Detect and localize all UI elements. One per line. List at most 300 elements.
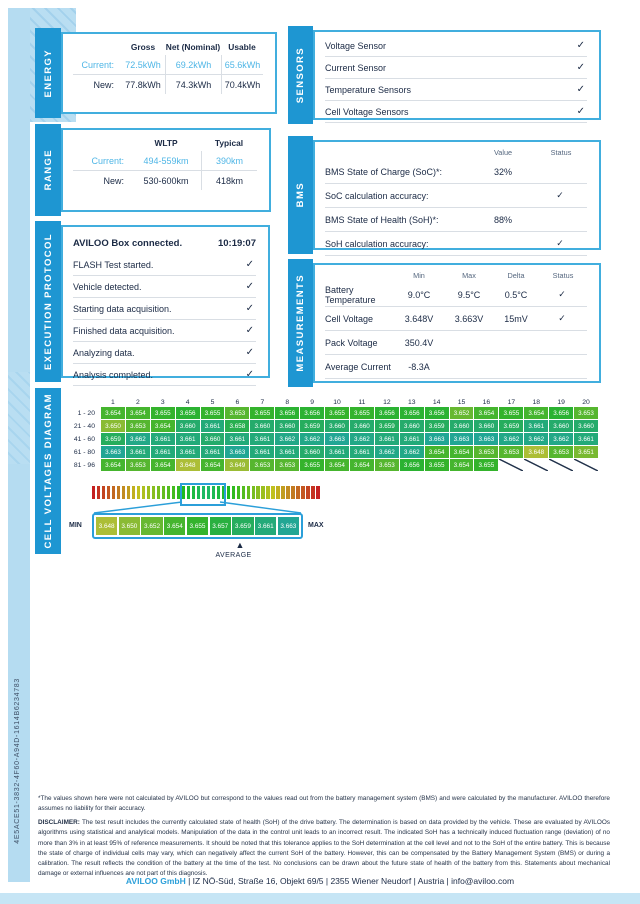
grid-cell-value: 3.660 [474,420,498,432]
scale-segment [107,486,110,499]
energy-title: ENERGY [42,48,54,98]
grid-row-label: 81 - 96 [73,461,95,469]
grid-cell-value: 3.663 [225,446,249,458]
grid-column-header: 18 [532,399,541,406]
grid-cell-value: 3.662 [126,433,150,445]
grid-empty-cell [574,459,598,471]
scale-segment [132,486,135,499]
grid-cell-value: 3.655 [300,459,324,471]
scale-segment [232,486,235,499]
scale-segment [311,486,314,499]
sensor-label: Current Sensor [325,62,387,73]
grid-column-header: 9 [310,399,315,406]
grid-cell-value: 3.653 [126,459,150,471]
grid-cell-value: 3.662 [499,433,523,445]
sensor-row [325,101,587,123]
range-title: RANGE [42,149,54,191]
grid-cell-value: 3.656 [275,407,299,419]
sensor-label: Temperature Sensors [325,84,412,95]
execution-step-row [73,298,256,320]
execution-step-label: Starting data acquisition. [73,303,172,314]
grid-cell-value: 3.663 [450,433,474,445]
grid-cell-value: 3.656 [400,459,424,471]
measurements-column-header: Delta [507,270,525,280]
scale-tick-cell: 3.659 [232,517,253,535]
check-icon: ✓ [535,232,587,256]
scale-segment [301,486,304,499]
range-table [73,134,257,190]
scale-tick-cell: 3.663 [278,517,299,535]
grid-column-header: 17 [507,399,516,406]
grid-cell-value: 3.658 [225,420,249,432]
grid-cell-value: 3.656 [400,407,424,419]
bms-row-label: SoC calculation accuracy: [325,184,471,208]
measurement-row-label: Pack Voltage [325,331,393,355]
grid-cell-value: 3.653 [275,459,299,471]
grid-cell-value: 3.660 [400,420,424,432]
grid-cell-value: 3.661 [325,446,349,458]
grid-cell-value: 3.660 [300,446,324,458]
grid-cell-value: 3.653 [474,446,498,458]
grid-cell-value: 3.654 [201,459,225,471]
bms-column-header: Status [550,147,572,157]
measurement-min: 350.4V [393,331,445,355]
grid-column-header: 20 [582,399,590,406]
grid-cell-value: 3.655 [474,459,498,471]
measurement-min: 9.0°C [393,283,445,307]
grid-column-header: 7 [260,399,265,406]
grid-cell-value: 3.662 [549,433,573,445]
execution-step-label: Analyzing data. [73,347,135,358]
grid-cell-value: 3.659 [101,433,125,445]
measurements-column-header: Status [552,270,574,280]
grid-cell-value: 3.661 [151,446,175,458]
execution-step-row [73,364,256,386]
energy-table [73,38,263,94]
scale-segment [122,486,125,499]
grid-cell-value: 3.660 [549,420,573,432]
scale-tick-cell: 3.650 [119,517,140,535]
grid-cell-value: 3.653 [225,407,249,419]
grid-column-header: 19 [557,399,565,406]
grid-cell-value: 3.661 [275,446,299,458]
sensor-row [325,35,587,57]
cell-voltages-box [61,392,612,562]
range-row-label: Current: [91,155,124,166]
cell-voltages-section [35,392,612,562]
scale-segment [291,486,294,499]
bms-value: 88% [471,208,535,232]
bms-value [471,184,535,208]
range-tab [35,124,61,216]
scale-segment [137,486,140,499]
grid-empty-cell [549,459,573,471]
grid-cell-value: 3.653 [126,420,150,432]
bms-box [313,140,601,250]
scale-segment [247,486,250,499]
scale-segment [127,486,130,499]
measurements-column-header: Max [462,270,476,280]
grid-column-header: 4 [185,399,190,406]
grid-cell-value: 3.661 [176,433,200,445]
grid-row-label: 1 - 20 [77,409,95,417]
grid-cell-value: 3.648 [524,446,548,458]
grid-cell-value: 3.655 [425,459,449,471]
bms-values-footnote: *The values shown here were not calculated by AVILOO but correspond to the values read out from the battery management system (BMS) and were calculated by the manufacturer. AVILOO therefore assumes no liability for their accuracy. [38,795,610,813]
range-value: 530-600km [131,170,201,190]
grid-cell-value: 3.661 [151,433,175,445]
grid-cell-value: 3.661 [250,446,274,458]
range-box [61,128,271,212]
scale-tick-cell: 3.652 [141,517,162,535]
grid-column-header: 16 [482,399,491,406]
grid-cell-value: 3.663 [425,433,449,445]
grid-row-label: 61 - 80 [73,448,95,456]
scale-segment [256,486,259,499]
measurements-box [313,263,601,383]
check-icon: ✓ [245,259,254,270]
scale-segment [281,486,284,499]
measurement-max [445,355,493,379]
measurement-delta: 0.5°C [493,283,539,307]
bms-row-label: SoH calculation accuracy: [325,232,471,256]
grid-cell-value: 3.662 [524,433,548,445]
grid-cell-value: 3.661 [126,446,150,458]
check-icon: ✓ [245,347,254,358]
scale-tick-cell: 3.661 [255,517,276,535]
grid-cell-value: 3.662 [375,446,399,458]
cell-voltages-title: CELL VOLTAGES DIAGRAM [42,393,54,549]
grid-cell-value: 3.660 [574,420,598,432]
energy-tab [35,28,61,118]
grid-row-label: 21 - 40 [73,422,95,430]
measurements-title: MEASUREMENTS [295,274,306,372]
scale-segment [271,486,274,499]
sensor-row [325,79,587,101]
grid-cell-value: 3.649 [225,459,249,471]
energy-column-header: Usable [228,41,256,52]
scale-tick-cell: 3.655 [187,517,208,535]
scale-segment [172,486,175,499]
measurement-min: 3.648V [393,307,445,331]
bms-header-spacer [325,144,471,160]
grid-cell-value: 3.661 [400,433,424,445]
grid-cell-value: 3.652 [450,407,474,419]
execution-protocol-box [61,225,270,378]
grid-cell-value: 3.654 [151,420,175,432]
grid-cell-value: 3.660 [275,420,299,432]
average-marker-icon: ▲ [235,540,245,550]
measurement-max: 3.663V [445,307,493,331]
energy-value: 74.3kWh [165,74,221,94]
grid-column-header: 15 [457,399,466,406]
scale-segment [286,486,289,499]
band-hatch-decoration [8,372,30,464]
check-icon: ✓ [245,325,254,336]
execution-step-row [73,320,256,342]
execution-step-label: Vehicle detected. [73,281,142,292]
grid-cell-value: 3.660 [325,420,349,432]
energy-value: 72.5kWh [125,59,161,70]
execution-step-label: Finished data acquisition. [73,325,175,336]
execution-protocol-title: EXECUTION PROTOCOL [42,233,54,370]
grid-cell-value: 3.656 [375,407,399,419]
grid-column-header: 3 [160,399,165,406]
max-label: MAX [308,522,324,529]
measurement-max: 9.5°C [445,283,493,307]
grid-cell-value: 3.655 [250,407,274,419]
check-icon: ✓ [245,303,254,314]
sensors-title: SENSORS [295,46,306,104]
grid-cell-value: 3.663 [101,446,125,458]
grid-cell-value: 3.655 [325,407,349,419]
report-id-text: 4E5ACE51-3832-4F60-A94D-1614B6234783 [13,678,21,844]
energy-value: 69.2kWh [165,55,221,74]
scale-segment [157,486,160,499]
bottom-accent-bar [0,893,640,904]
grid-column-header: 13 [407,399,416,406]
sensor-label: Voltage Sensor [325,40,387,51]
magnified-scale-row [92,513,303,539]
grid-cell-value: 3.653 [549,446,573,458]
bms-section [288,140,601,250]
grid-cell-value: 3.654 [450,459,474,471]
range-value: 390km [201,151,257,170]
execution-step-label: Analysis completed. [73,369,154,380]
scale-segment [102,486,105,499]
measurement-delta [493,355,539,379]
grid-cell-value: 3.661 [176,446,200,458]
average-label: AVERAGE [215,552,252,559]
grid-cell-value: 3.661 [201,446,225,458]
grid-cell-value: 3.653 [250,459,274,471]
check-icon: ✓ [576,62,585,73]
scale-segment [261,486,264,499]
scale-segment [152,486,155,499]
footer-company: AVILOO GmbH [125,876,186,886]
scale-segment [276,486,279,499]
scale-segment [266,486,269,499]
grid-cell-value: 3.653 [574,407,598,419]
check-icon: ✓ [539,283,587,307]
check-icon: ✓ [535,184,587,208]
scale-segment [112,486,115,499]
sensors-box [313,30,601,120]
grid-cell-value: 3.654 [126,407,150,419]
grid-cell-value: 3.659 [425,420,449,432]
grid-cell-value: 3.653 [499,446,523,458]
grid-column-header: 1 [111,399,115,406]
range-value: 418km [201,170,257,190]
bms-value [471,232,535,256]
box-connected-time: 10:19:07 [217,238,256,249]
range-column-header: WLTP [154,137,178,148]
measurements-tab [288,259,313,387]
grid-row-label: 41 - 60 [73,435,95,443]
bms-row-label: BMS State of Health (SoH)*: [325,208,471,232]
disclaimer-text [38,818,610,880]
scale-segment [242,486,245,499]
sensors-tab [288,26,313,124]
grid-empty-cell [499,459,523,471]
energy-value: 70.4kWh [221,74,263,94]
grid-cell-value: 3.660 [350,420,374,432]
scale-segment [296,486,299,499]
sensors-section [288,30,601,120]
grid-cell-value: 3.655 [151,407,175,419]
cell-voltages-tab [35,388,61,554]
check-icon: ✓ [576,84,585,95]
energy-box [61,32,277,114]
measurement-status-empty [539,331,587,355]
grid-cell-value: 3.653 [375,459,399,471]
bms-value: 32% [471,160,535,184]
scale-tick-cell: 3.648 [96,517,117,535]
grid-cell-value: 3.659 [300,420,324,432]
grid-column-header: 11 [358,399,366,406]
energy-column-header: Net (Nominal) [165,41,221,52]
execution-protocol-section [35,225,270,378]
grid-cell-value: 3.655 [499,407,523,419]
grid-cell-value: 3.655 [350,407,374,419]
energy-row-label: Current: [81,59,114,70]
grid-cell-value: 3.663 [474,433,498,445]
report-id-vertical [10,642,24,880]
grid-cell-value: 3.659 [375,420,399,432]
scale-segment [167,486,170,499]
measurements-table [325,267,587,379]
grid-empty-cell [524,459,548,471]
grid-column-header: 2 [135,399,140,406]
grid-cell-value: 3.648 [176,459,200,471]
cell-voltage-grid [61,396,598,471]
execution-step-row [73,254,256,276]
bms-row-label: BMS State of Charge (SoC)*: [325,160,471,184]
grid-cell-value: 3.661 [250,433,274,445]
energy-section [35,32,270,114]
footer-address-text: | IZ NÖ-Süd, Straße 16, Objekt 69/5 | 2355 Wiener Neudorf | Austria | info@aviloo.com [185,876,515,886]
check-icon: ✓ [576,40,585,51]
scale-segment [97,486,100,499]
grid-cell-value: 3.656 [549,407,573,419]
disclaimer-label: DISCLAIMER: [38,819,80,826]
execution-protocol-tab [35,221,61,382]
check-icon: ✓ [245,281,254,292]
scale-segment [237,486,240,499]
energy-column-header: Gross [130,41,156,52]
grid-cell-value: 3.654 [101,459,125,471]
scale-segment [162,486,165,499]
scale-segment [306,486,309,499]
grid-cell-value: 3.660 [450,420,474,432]
scale-tick-cell: 3.657 [210,517,231,535]
measurement-max [445,331,493,355]
grid-cell-value: 3.660 [176,420,200,432]
scale-tick-cell: 3.654 [164,517,185,535]
grid-cell-value: 3.656 [300,407,324,419]
disclaimer-body: The test result includes the currently calculated state of health (SoH) of the drive battery. The determination is based on data provided by the vehicle. These are evaluated by AVILOOs algorithms using statistical and analytical models. Manipulation of the data in the control unit leads to an incorrect result. The indicated SoH has a technically induced fluctuation range (deviation) of no more than 3% in at least 95% of reference measurements. It should be noted that this tolerance applies to the SoH determination at the cell level and not to the SoH of the entire battery. This is because the state of charge of individual cells may vary, which can negatively affect the current SoH of the battery. However, this can be compensated by the Battery Management System (BMS) or during a calibration. The result reflects the condition of the battery at the time of the test. No conclusions can be drawn about the future state of health of the battery from this. Statements about mechanical damage or external influences are not part of this diagnosis. [38,819,610,878]
measurement-delta: 15mV [493,307,539,331]
energy-row-label: New: [73,74,121,94]
grid-cell-value: 3.656 [176,407,200,419]
execution-step-row [73,276,256,298]
bms-tab [288,136,313,254]
measurement-min: -8.3A [393,355,445,379]
grid-cell-value: 3.662 [300,433,324,445]
grid-column-header: 8 [285,399,290,406]
range-column-header: Typical [214,137,244,148]
grid-cell-value: 3.655 [201,407,225,419]
grid-cell-value: 3.660 [201,433,225,445]
scale-segment [117,486,120,499]
energy-header-spacer [73,38,121,55]
scale-highlight-box [180,483,226,506]
measurements-header-spacer [325,267,393,283]
grid-cell-value: 3.654 [524,407,548,419]
grid-cell-value: 3.654 [350,459,374,471]
grid-column-header: 6 [235,399,240,406]
sensor-row [325,57,587,79]
bms-title: BMS [295,182,306,208]
grid-cell-value: 3.662 [400,446,424,458]
scale-segment [142,486,145,499]
grid-cell-value: 3.656 [425,407,449,419]
scale-segment [227,486,230,499]
grid-cell-value: 3.661 [574,433,598,445]
sensor-label: Cell Voltage Sensors [325,106,409,117]
grid-cell-value: 3.654 [450,446,474,458]
grid-cell-value: 3.661 [350,446,374,458]
check-icon: ✓ [245,369,254,380]
measurement-row-label: Average Current [325,355,393,379]
grid-cell-value: 3.651 [574,446,598,458]
energy-value: 65.6kWh [221,55,263,74]
grid-cell-value: 3.654 [474,407,498,419]
grid-cell-value: 3.654 [425,446,449,458]
check-icon: ✓ [539,307,587,331]
grid-cell-value: 3.660 [250,420,274,432]
measurement-status-empty [539,355,587,379]
grid-cell-value: 3.650 [101,420,125,432]
scale-segment [316,486,319,499]
grid-column-header: 10 [333,399,341,406]
measurements-section [288,263,601,383]
energy-value: 77.8kWh [121,74,165,94]
cell-voltages-content [61,392,612,562]
range-value: 494-559km [143,155,189,166]
scale-segment [92,486,95,499]
grid-corner [61,396,100,406]
execution-step-label: FLASH Test started. [73,259,154,270]
grid-cell-value: 3.662 [350,433,374,445]
box-connected-label: AVILOO Box connected. [73,238,183,249]
bms-table [325,144,587,256]
bms-status-empty [535,160,587,184]
grid-cell-value: 3.661 [524,420,548,432]
execution-steps-list [73,254,256,386]
measurement-delta [493,331,539,355]
measurement-row-label: Battery Temperature [325,283,393,307]
range-section [35,128,270,212]
grid-cell-value: 3.661 [225,433,249,445]
min-label: MIN [69,522,82,529]
grid-cell-value: 3.662 [275,433,299,445]
execution-step-row [73,342,256,364]
grid-cell-value: 3.661 [375,433,399,445]
footer-address [0,876,640,886]
bms-status-empty [535,208,587,232]
grid-column-header: 12 [383,399,391,406]
